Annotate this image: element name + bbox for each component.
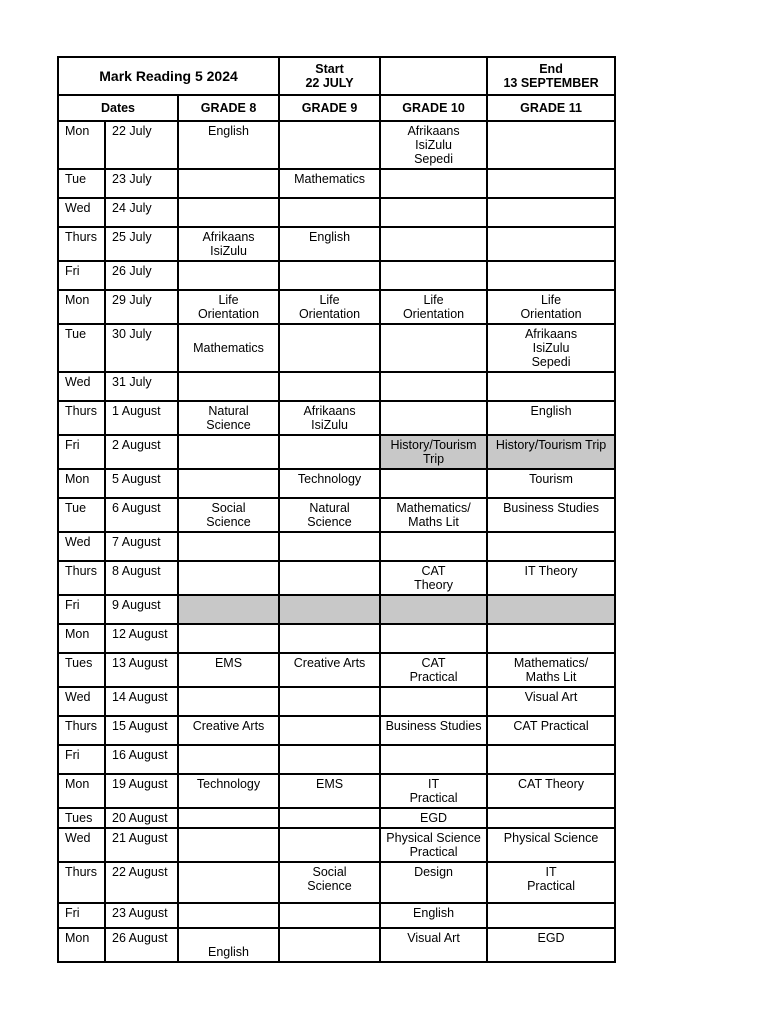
start-date: 22 JULY xyxy=(305,76,354,90)
subject-cell-grade-9 xyxy=(279,828,380,862)
subject-cell-grade-8: English xyxy=(178,928,279,962)
day-cell: Fri xyxy=(58,903,105,928)
subject-cell-grade-10: Business Studies xyxy=(380,716,487,745)
day-cell: Tue xyxy=(58,324,105,372)
subject-cell-grade-9: Mathematics xyxy=(279,169,380,198)
subject-cell-grade-9: EMS xyxy=(279,774,380,808)
table-row xyxy=(58,928,615,962)
subject-cell-grade-8: Social Science xyxy=(178,498,279,532)
date-cell: 19 August xyxy=(105,774,178,808)
subject-cell-grade-11 xyxy=(487,261,615,290)
day-cell: Mon xyxy=(58,290,105,324)
subject-cell-grade-9: English xyxy=(279,227,380,261)
subject-cell-grade-10: IT Practical xyxy=(380,774,487,808)
subject-cell-grade-10 xyxy=(380,532,487,561)
subject-cell-grade-8 xyxy=(178,745,279,774)
column-header-row xyxy=(58,95,615,121)
subject-cell-grade-11 xyxy=(487,624,615,653)
title-row xyxy=(58,57,615,95)
date-cell: 20 August xyxy=(105,808,178,828)
table-row xyxy=(58,862,615,903)
subject-cell-grade-11: Mathematics/ Maths Lit xyxy=(487,653,615,687)
subject-cell-grade-9: Technology xyxy=(279,469,380,498)
table-row xyxy=(58,532,615,561)
day-cell: Mon xyxy=(58,469,105,498)
subject-cell-grade-10 xyxy=(380,624,487,653)
subject-cell-grade-9 xyxy=(279,595,380,624)
subject-cell-grade-11 xyxy=(487,745,615,774)
subject-cell-grade-9 xyxy=(279,561,380,595)
subject-cell-grade-10 xyxy=(380,324,487,372)
table-row xyxy=(58,169,615,198)
date-cell: 30 July xyxy=(105,324,178,372)
day-cell: Wed xyxy=(58,532,105,561)
subject-cell-grade-11 xyxy=(487,227,615,261)
table-row xyxy=(58,469,615,498)
date-cell: 26 August xyxy=(105,928,178,962)
subject-cell-grade-11: Life Orientation xyxy=(487,290,615,324)
subject-cell-grade-9 xyxy=(279,808,380,828)
table-row xyxy=(58,716,615,745)
day-cell: Thurs xyxy=(58,227,105,261)
subject-cell-grade-11: History/Tourism Trip xyxy=(487,435,615,469)
subject-cell-grade-8: Natural Science xyxy=(178,401,279,435)
subject-cell-grade-9 xyxy=(279,532,380,561)
date-cell: 13 August xyxy=(105,653,178,687)
subject-cell-grade-11: Tourism xyxy=(487,469,615,498)
subject-cell-grade-9: Social Science xyxy=(279,862,380,903)
subject-cell-grade-10: Visual Art xyxy=(380,928,487,962)
day-cell: Tues xyxy=(58,653,105,687)
table-row xyxy=(58,903,615,928)
subject-cell-grade-8 xyxy=(178,808,279,828)
day-cell: Fri xyxy=(58,595,105,624)
day-cell: Thurs xyxy=(58,716,105,745)
subject-cell-grade-8 xyxy=(178,532,279,561)
subject-cell-grade-8 xyxy=(178,595,279,624)
subject-cell-grade-11: Visual Art xyxy=(487,687,615,716)
column-header-grade-11: GRADE 11 xyxy=(487,95,615,121)
subject-cell-grade-8: Mathematics xyxy=(178,324,279,372)
subject-cell-grade-10: English xyxy=(380,903,487,928)
subject-cell-grade-9 xyxy=(279,687,380,716)
table-row xyxy=(58,774,615,808)
day-cell: Mon xyxy=(58,121,105,169)
subject-cell-grade-8: Life Orientation xyxy=(178,290,279,324)
table-row xyxy=(58,372,615,401)
subject-cell-grade-9: Natural Science xyxy=(279,498,380,532)
subject-cell-grade-9: Creative Arts xyxy=(279,653,380,687)
subject-cell-grade-10: CAT Theory xyxy=(380,561,487,595)
date-cell: 7 August xyxy=(105,532,178,561)
subject-cell-grade-11 xyxy=(487,121,615,169)
subject-cell-grade-8 xyxy=(178,624,279,653)
subject-cell-grade-10 xyxy=(380,469,487,498)
date-cell: 5 August xyxy=(105,469,178,498)
subject-cell-grade-9 xyxy=(279,716,380,745)
subject-cell-grade-11: IT Theory xyxy=(487,561,615,595)
subject-cell-grade-10: Afrikaans IsiZulu Sepedi xyxy=(380,121,487,169)
start-cell xyxy=(279,57,380,95)
day-cell: Thurs xyxy=(58,401,105,435)
subject-cell-grade-11 xyxy=(487,595,615,624)
day-cell: Mon xyxy=(58,928,105,962)
date-cell: 26 July xyxy=(105,261,178,290)
subject-cell-grade-10: History/Tourism Trip xyxy=(380,435,487,469)
subject-cell-grade-9 xyxy=(279,324,380,372)
subject-cell-grade-11: CAT Theory xyxy=(487,774,615,808)
table-row xyxy=(58,498,615,532)
subject-cell-grade-8: English xyxy=(178,121,279,169)
subject-cell-grade-10 xyxy=(380,687,487,716)
table-row xyxy=(58,828,615,862)
table-row xyxy=(58,198,615,227)
column-header-dates: Dates xyxy=(58,95,178,121)
subject-cell-grade-10 xyxy=(380,401,487,435)
subject-cell-grade-8 xyxy=(178,687,279,716)
subject-cell-grade-9 xyxy=(279,261,380,290)
day-cell: Tue xyxy=(58,498,105,532)
subject-cell-grade-8: Technology xyxy=(178,774,279,808)
day-cell: Fri xyxy=(58,435,105,469)
end-label: End xyxy=(539,62,563,76)
subject-cell-grade-8: EMS xyxy=(178,653,279,687)
table-row xyxy=(58,595,615,624)
column-header-grade-9: GRADE 9 xyxy=(279,95,380,121)
table-row xyxy=(58,745,615,774)
table-row xyxy=(58,290,615,324)
date-cell: 22 July xyxy=(105,121,178,169)
table-row xyxy=(58,121,615,169)
day-cell: Fri xyxy=(58,745,105,774)
table-row xyxy=(58,261,615,290)
subject-cell-grade-10 xyxy=(380,261,487,290)
day-cell: Tue xyxy=(58,169,105,198)
date-cell: 1 August xyxy=(105,401,178,435)
subject-cell-grade-9 xyxy=(279,928,380,962)
table-row xyxy=(58,401,615,435)
subject-cell-grade-8 xyxy=(178,561,279,595)
subject-cell-grade-9 xyxy=(279,372,380,401)
subject-cell-grade-8 xyxy=(178,862,279,903)
date-cell: 15 August xyxy=(105,716,178,745)
subject-cell-grade-8: Creative Arts xyxy=(178,716,279,745)
subject-cell-grade-11: EGD xyxy=(487,928,615,962)
subject-cell-grade-8 xyxy=(178,469,279,498)
subject-cell-grade-10 xyxy=(380,198,487,227)
schedule-title: Mark Reading 5 2024 xyxy=(58,57,279,95)
subject-cell-grade-8 xyxy=(178,903,279,928)
day-cell: Wed xyxy=(58,198,105,227)
start-label: Start xyxy=(315,62,344,76)
date-cell: 25 July xyxy=(105,227,178,261)
date-cell: 31 July xyxy=(105,372,178,401)
day-cell: Wed xyxy=(58,687,105,716)
date-cell: 14 August xyxy=(105,687,178,716)
subject-cell-grade-9 xyxy=(279,745,380,774)
table-row xyxy=(58,653,615,687)
subject-cell-grade-8 xyxy=(178,435,279,469)
table-row xyxy=(58,435,615,469)
day-cell: Fri xyxy=(58,261,105,290)
subject-cell-grade-10: Mathematics/ Maths Lit xyxy=(380,498,487,532)
subject-cell-grade-8 xyxy=(178,169,279,198)
day-cell: Mon xyxy=(58,774,105,808)
schedule-table xyxy=(57,56,616,963)
subject-cell-grade-10 xyxy=(380,595,487,624)
subject-cell-grade-9 xyxy=(279,624,380,653)
subject-cell-grade-11 xyxy=(487,532,615,561)
subject-cell-grade-11 xyxy=(487,372,615,401)
subject-cell-grade-10: Design xyxy=(380,862,487,903)
day-cell: Thurs xyxy=(58,862,105,903)
table-row xyxy=(58,808,615,828)
subject-cell-grade-8 xyxy=(178,261,279,290)
subject-cell-grade-10: Life Orientation xyxy=(380,290,487,324)
table-row xyxy=(58,227,615,261)
day-cell: Wed xyxy=(58,372,105,401)
subject-cell-grade-11: CAT Practical xyxy=(487,716,615,745)
date-cell: 12 August xyxy=(105,624,178,653)
subject-cell-grade-9: Afrikaans IsiZulu xyxy=(279,401,380,435)
date-cell: 24 July xyxy=(105,198,178,227)
subject-cell-grade-11: Business Studies xyxy=(487,498,615,532)
subject-cell-grade-8 xyxy=(178,828,279,862)
subject-cell-grade-11: English xyxy=(487,401,615,435)
day-cell: Thurs xyxy=(58,561,105,595)
date-cell: 2 August xyxy=(105,435,178,469)
column-header-grade-8: GRADE 8 xyxy=(178,95,279,121)
date-cell: 23 July xyxy=(105,169,178,198)
subject-cell-grade-9 xyxy=(279,121,380,169)
date-cell: 29 July xyxy=(105,290,178,324)
subject-cell-grade-8 xyxy=(178,198,279,227)
blank-header-cell xyxy=(380,57,487,95)
column-header-grade-10: GRADE 10 xyxy=(380,95,487,121)
subject-cell-grade-11 xyxy=(487,808,615,828)
end-date: 13 SEPTEMBER xyxy=(503,76,599,90)
table-row xyxy=(58,561,615,595)
day-cell: Tues xyxy=(58,808,105,828)
table-row xyxy=(58,324,615,372)
date-cell: 8 August xyxy=(105,561,178,595)
day-cell: Wed xyxy=(58,828,105,862)
table-row xyxy=(58,624,615,653)
subject-cell-grade-9 xyxy=(279,198,380,227)
subject-cell-grade-11 xyxy=(487,169,615,198)
date-cell: 16 August xyxy=(105,745,178,774)
subject-cell-grade-10 xyxy=(380,372,487,401)
subject-cell-grade-9: Life Orientation xyxy=(279,290,380,324)
date-cell: 22 August xyxy=(105,862,178,903)
subject-cell-grade-10 xyxy=(380,169,487,198)
end-cell xyxy=(487,57,615,95)
subject-cell-grade-9 xyxy=(279,435,380,469)
subject-cell-grade-8: Afrikaans IsiZulu xyxy=(178,227,279,261)
subject-cell-grade-11 xyxy=(487,903,615,928)
date-cell: 9 August xyxy=(105,595,178,624)
date-cell: 23 August xyxy=(105,903,178,928)
subject-cell-grade-8 xyxy=(178,372,279,401)
date-cell: 21 August xyxy=(105,828,178,862)
subject-cell-grade-9 xyxy=(279,903,380,928)
subject-cell-grade-10: EGD xyxy=(380,808,487,828)
subject-cell-grade-11: Afrikaans IsiZulu Sepedi xyxy=(487,324,615,372)
subject-cell-grade-10: CAT Practical xyxy=(380,653,487,687)
subject-cell-grade-11: IT Practical xyxy=(487,862,615,903)
table-row xyxy=(58,687,615,716)
subject-cell-grade-11 xyxy=(487,198,615,227)
subject-cell-grade-10: Physical Science Practical xyxy=(380,828,487,862)
day-cell: Mon xyxy=(58,624,105,653)
subject-cell-grade-10 xyxy=(380,745,487,774)
subject-cell-grade-11: Physical Science xyxy=(487,828,615,862)
date-cell: 6 August xyxy=(105,498,178,532)
subject-cell-grade-10 xyxy=(380,227,487,261)
